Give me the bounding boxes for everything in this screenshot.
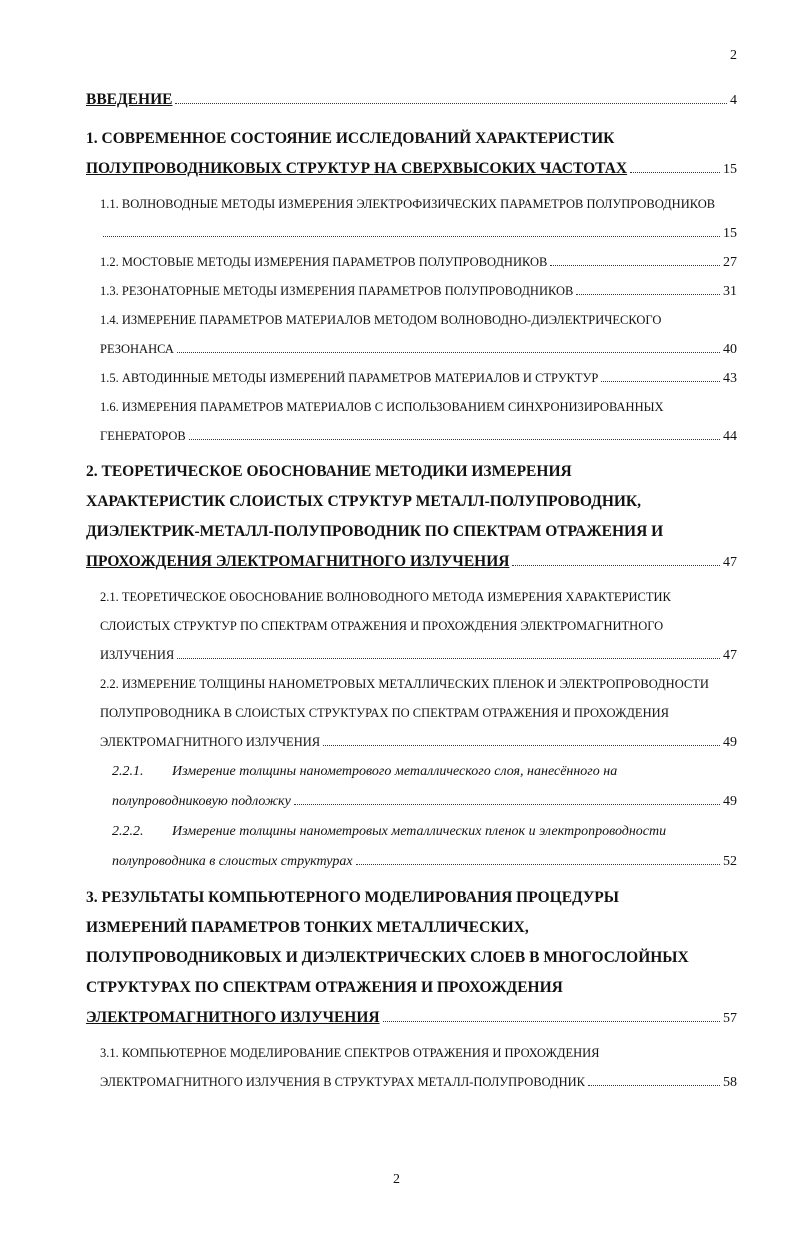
toc-section-title: 1.2. МОСТОВЫЕ МЕТОДЫ ИЗМЕРЕНИЯ ПАРАМЕТРОВ ПОЛУПРОВОДНИКОВ (100, 255, 548, 269)
leader-dots (512, 565, 720, 566)
toc-section-1-2[interactable] (86, 248, 737, 277)
toc-chapter-title: СТРУКТУРАХ ПО СПЕКТРАМ ОТРАЖЕНИЯ И ПРОХОЖДЕНИЯ (86, 979, 563, 996)
toc-section-1-6[interactable] (86, 393, 737, 422)
toc-page-number: 47 (723, 555, 737, 570)
toc-page-number: 57 (723, 1011, 737, 1026)
toc-chapter-2-line-1[interactable] (86, 457, 737, 487)
page-number-top: 2 (730, 48, 737, 63)
leader-dots (550, 265, 720, 266)
toc-entry-intro[interactable] (86, 86, 737, 114)
toc-section-1-6-cont[interactable] (86, 422, 737, 451)
toc-section-title: ЭЛЕКТРОМАГНИТНОГО ИЗЛУЧЕНИЯ В СТРУКТУРАХ МЕТАЛЛ-ПОЛУПРОВОДНИК (100, 1075, 585, 1089)
toc-chapter-title: ПРОХОЖДЕНИЯ ЭЛЕКТРОМАГНИТНОГО ИЗЛУЧЕНИЯ (86, 553, 510, 570)
toc-chapter-title: ДИЭЛЕКТРИК-МЕТАЛЛ-ПОЛУПРОВОДНИК ПО СПЕКТРАМ ОТРАЖЕНИЯ И (86, 523, 664, 540)
toc-chapter-3-line-1[interactable] (86, 883, 737, 913)
toc-chapter-title: 3. РЕЗУЛЬТАТЫ КОМПЬЮТЕРНОГО МОДЕЛИРОВАНИЯ ПРОЦЕДУРЫ (86, 889, 619, 906)
toc-section-2-1-cont2[interactable] (86, 641, 737, 670)
toc-chapter-2-line-3[interactable] (86, 517, 737, 547)
toc-subsection-title: полупроводниковую подложку (112, 794, 291, 809)
toc-section-title: 3.1. КОМПЬЮТЕРНОЕ МОДЕЛИРОВАНИЕ СПЕКТРОВ ОТРАЖЕНИЯ И ПРОХОЖДЕНИЯ (100, 1046, 600, 1060)
toc-section-3-1-cont[interactable] (86, 1068, 737, 1097)
toc-section-1-3[interactable] (86, 277, 737, 306)
toc-page-number: 15 (723, 162, 737, 177)
toc-subsection-number: 2.2.2. (112, 824, 144, 839)
page-number-bottom: 2 (393, 1172, 400, 1187)
toc-section-title: 2.2. ИЗМЕРЕНИЕ ТОЛЩИНЫ НАНОМЕТРОВЫХ МЕТАЛЛИЧЕСКИХ ПЛЕНОК И ЭЛЕКТРОПРОВОДНОСТИ (100, 677, 709, 691)
toc-subsection-title: Измерение толщины нанометрового металлического слоя, нанесённого на (172, 764, 618, 779)
toc-section-1-1-cont[interactable] (86, 219, 737, 248)
leader-dots (383, 1021, 720, 1022)
toc-subsection-title: полупроводника в слоистых структурах (112, 854, 353, 869)
toc-section-title: 2.1. ТЕОРЕТИЧЕСКОЕ ОБОСНОВАНИЕ ВОЛНОВОДНОГО МЕТОДА ИЗМЕРЕНИЯ ХАРАКТЕРИСТИК (100, 590, 671, 604)
toc-chapter-title: ХАРАКТЕРИСТИК СЛОИСТЫХ СТРУКТУР МЕТАЛЛ-ПОЛУПРОВОДНИК, (86, 493, 642, 510)
toc-page-number: 43 (723, 371, 737, 386)
toc-chapter-3-line-2[interactable] (86, 913, 737, 943)
leader-dots (189, 439, 720, 440)
leader-dots (576, 294, 720, 295)
toc-section-title: 1.5. АВТОДИННЫЕ МЕТОДЫ ИЗМЕРЕНИЙ ПАРАМЕТРОВ МАТЕРИАЛОВ И СТРУКТУР (100, 371, 599, 385)
toc-section-2-2-cont[interactable] (86, 699, 737, 728)
leader-dots (601, 381, 720, 382)
toc-section-title: ПОЛУПРОВОДНИКА В СЛОИСТЫХ СТРУКТУРАХ ПО СПЕКТРАМ ОТРАЖЕНИЯ И ПРОХОЖДЕНИЯ (100, 706, 669, 720)
toc-page-number: 15 (723, 226, 737, 241)
toc-entry-title: ВВЕДЕНИЕ (86, 91, 173, 108)
toc-section-1-4-cont[interactable] (86, 335, 737, 364)
leader-dots (323, 745, 720, 746)
toc-page-number: 31 (723, 284, 737, 299)
toc-section-title: 1.4. ИЗМЕРЕНИЕ ПАРАМЕТРОВ МАТЕРИАЛОВ МЕТОДОМ ВОЛНОВОДНО-ДИЭЛЕКТРИЧЕСКОГО (100, 313, 662, 327)
toc-section-2-2[interactable] (86, 670, 737, 699)
toc-chapter-2-line-4[interactable] (86, 547, 737, 577)
toc-chapter-title: ЭЛЕКТРОМАГНИТНОГО ИЗЛУЧЕНИЯ (86, 1009, 380, 1026)
toc-section-title: СЛОИСТЫХ СТРУКТУР ПО СПЕКТРАМ ОТРАЖЕНИЯ И ПРОХОЖДЕНИЯ ЭЛЕКТРОМАГНИТНОГО (100, 619, 664, 633)
toc-chapter-title: 2. ТЕОРЕТИЧЕСКОЕ ОБОСНОВАНИЕ МЕТОДИКИ ИЗМЕРЕНИЯ (86, 463, 572, 480)
toc-section-title: 1.1. ВОЛНОВОДНЫЕ МЕТОДЫ ИЗМЕРЕНИЯ ЭЛЕКТРОФИЗИЧЕСКИХ ПАРАМЕТРОВ ПОЛУПРОВОДНИКОВ (100, 197, 716, 211)
leader-dots (588, 1085, 720, 1086)
toc-subsection-2-2-1-cont[interactable] (86, 787, 737, 817)
toc-page-number: 49 (723, 794, 737, 809)
toc-subsection-2-2-2-cont[interactable] (86, 847, 737, 877)
toc-section-3-1[interactable] (86, 1039, 737, 1068)
toc-page-number: 47 (723, 648, 737, 663)
toc-chapter-3-line-3[interactable] (86, 943, 737, 973)
leader-dots (177, 658, 720, 659)
toc-subsection-title: Измерение толщины нанометровых металлических пленок и электропроводности (172, 824, 667, 839)
toc-section-title: ГЕНЕРАТОРОВ (100, 429, 186, 443)
toc-section-1-1[interactable] (86, 190, 737, 219)
toc-section-2-1[interactable] (86, 583, 737, 612)
toc-section-title: ЭЛЕКТРОМАГНИТНОГО ИЗЛУЧЕНИЯ (100, 735, 321, 749)
leader-dots (103, 236, 720, 237)
toc-chapter-title: 1. СОВРЕМЕННОЕ СОСТОЯНИЕ ИССЛЕДОВАНИЙ ХАРАКТЕРИСТИК (86, 130, 615, 147)
toc-chapter-title: ПОЛУПРОВОДНИКОВЫХ И ДИЭЛЕКТРИЧЕСКИХ СЛОЕВ В МНОГОСЛОЙНЫХ (86, 949, 689, 966)
toc-page-number: 49 (723, 735, 737, 750)
toc-section-title: 1.6. ИЗМЕРЕНИЯ ПАРАМЕТРОВ МАТЕРИАЛОВ С ИСПОЛЬЗОВАНИЕМ СИНХРОНИЗИРОВАННЫХ (100, 400, 664, 414)
leader-dots (177, 352, 720, 353)
toc-section-title: ИЗЛУЧЕНИЯ (100, 648, 175, 662)
toc-page-number: 52 (723, 854, 737, 869)
toc-chapter-3-line-4[interactable] (86, 973, 737, 1003)
toc-page-number: 4 (730, 93, 737, 108)
toc-page-number: 27 (723, 255, 737, 270)
toc-chapter-1-line-1[interactable] (86, 124, 737, 154)
table-of-contents (86, 86, 737, 1097)
toc-chapter-2-line-2[interactable] (86, 487, 737, 517)
leader-dots (175, 103, 727, 104)
toc-subsection-2-2-2[interactable] (86, 817, 737, 847)
toc-chapter-title: ПОЛУПРОВОДНИКОВЫХ СТРУКТУР НА СВЕРХВЫСОКИХ ЧАСТОТАХ (86, 160, 628, 177)
leader-dots (294, 804, 720, 805)
toc-section-title: 1.3. РЕЗОНАТОРНЫЕ МЕТОДЫ ИЗМЕРЕНИЯ ПАРАМЕТРОВ ПОЛУПРОВОДНИКОВ (100, 284, 574, 298)
toc-section-1-4[interactable] (86, 306, 737, 335)
toc-page-number: 58 (723, 1075, 737, 1090)
toc-section-title: РЕЗОНАНСА (100, 342, 174, 356)
toc-section-2-2-cont2[interactable] (86, 728, 737, 757)
toc-section-2-1-cont[interactable] (86, 612, 737, 641)
toc-subsection-2-2-1[interactable] (86, 757, 737, 787)
toc-chapter-1-line-2[interactable] (86, 154, 737, 184)
toc-chapter-title: ИЗМЕРЕНИЙ ПАРАМЕТРОВ ТОНКИХ МЕТАЛЛИЧЕСКИХ, (86, 919, 529, 936)
toc-section-1-5[interactable] (86, 364, 737, 393)
leader-dots (356, 864, 720, 865)
toc-page-number: 44 (723, 429, 737, 444)
toc-subsection-number: 2.2.1. (112, 764, 144, 779)
toc-page-number: 40 (723, 342, 737, 357)
leader-dots (630, 172, 720, 173)
toc-chapter-3-line-5[interactable] (86, 1003, 737, 1033)
